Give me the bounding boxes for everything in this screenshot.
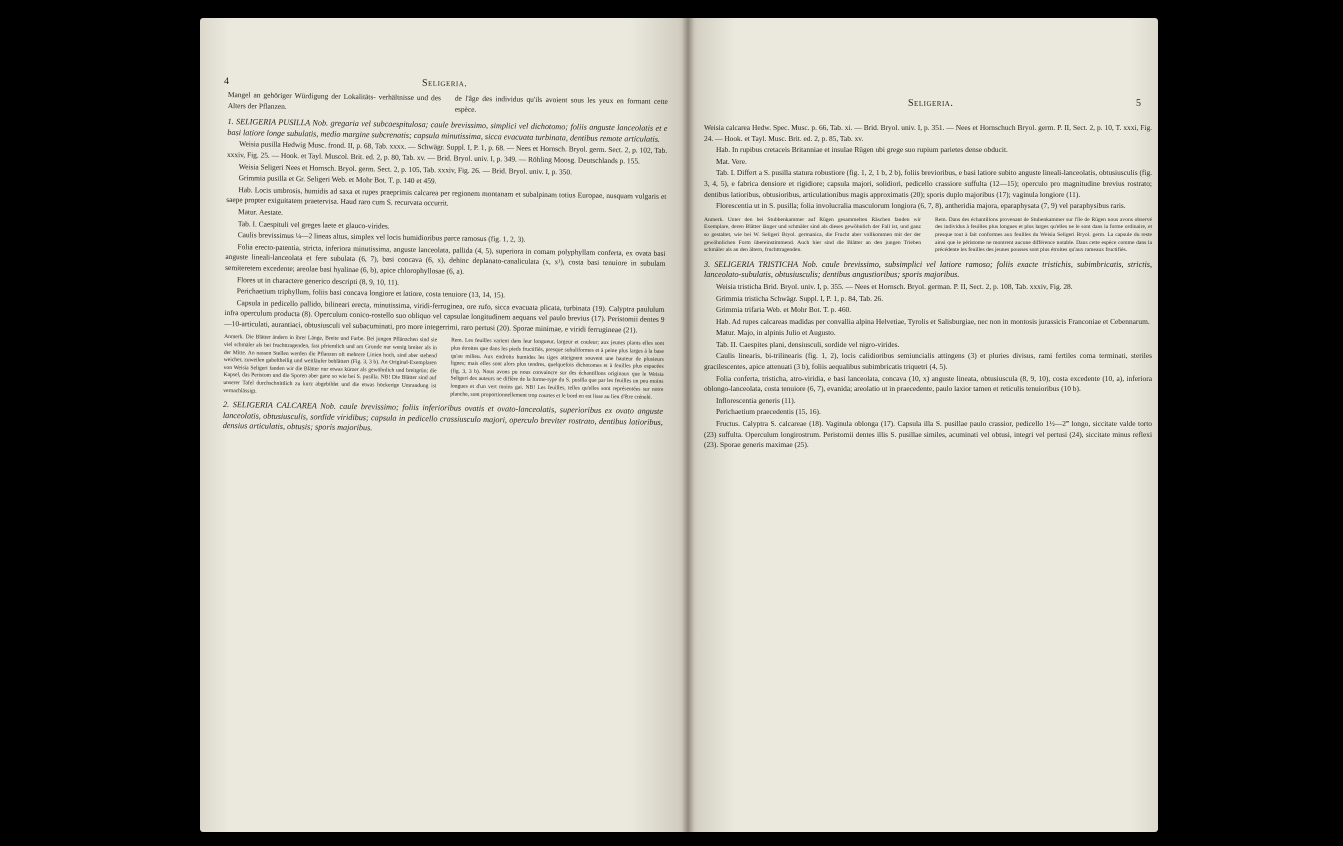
maturity-line: Matur. Majo, in alpinis Julio et Augusto. <box>716 328 836 338</box>
synonym: Grimmia tristicha Schwägr. Suppl. I, P. 1, p. 84, Tab. 26. <box>716 293 884 303</box>
habitat-paragraph: Hab. Locis umbrosis, humidis ad saxa et rupes praeprimis calcarea per regionem montanam et subalpinam totius Europae, nusquam vulgaris et saepe propter exiguitatem praetervisa. Haud raro cum S. recurvata occurrit. <box>226 184 667 208</box>
remarks-columns <box>704 217 1152 255</box>
plate-reference: Tab. I. Differt a S. pusilla statura robustiore (fig. 1, 2, 1 b, 2 b), foliis brevioribus, e basi latiore subito anguste lineali-lanceolatis, obtusiusculis (fig. 3, 4, 5), e fabrica densiore et rigidiore; capsula majori, solidiori, pedicello crassiore suffulta (12—15); operculo pro magnitudine brevius rostrato; dentibus latioribus, obtusioribus, articulationibus magis approximatis (20); sporis duplo majoribus (17); vaginula longiore (11). <box>704 168 1152 199</box>
book-gutter <box>682 18 694 832</box>
right-page <box>688 18 1158 832</box>
intro-french: de l'âge des individus qu'ils avoient sous les yeux en formant cette espèce. <box>454 93 668 114</box>
intro-german: Mangel an gehöriger Würdigung der Lokalitäts- verhältnisse und des Alters der Pflanzen. <box>227 90 441 111</box>
synonym: Weisia Seligeri Nees et Hornsch. Bryol. germ. Sect. 2, p. 105, Tab. xxxiv, Fig. 26. — Brid. Bryol. univ. I, p. 350. <box>238 161 573 176</box>
remark-german: Anmerk. Die Blätter ändern in ihrer Länge, Breite und Farbe. Bei jungen Pflänzchen sind sie viel schmäler als bei fruchttragenden, fast pfriemlich und am Grunde nur wenig breiter als in der Mitte. An nassen Stellen werden die Pflanzen oft mehrere Linien hoch, sind aber stehend weicher, zuweilen gabeltheilig und weitläufer beblättert (Fig. 3, 3 b). An Original-Exemplaren von Weisia Seligeri fanden wir die Blätter nur etwas kürzer als gewöhnlich und breitgrün; die Kapsel, das Peristom und die Sporen aber ganz so wie bei S. pusilla. NB! Die Blätter sind auf unserer Tafel durchschnittlich zu kurz abgebildet und die etwas höckerige Umrandung ist vernachlässigt. <box>223 334 438 395</box>
species-heading-calcarea: 2. SELIGERIA CALCAREA Nob. caule brevissimo; foliis inferioribus ovatis et ovato-lanceolatis, superioribus ex ovato anguste lanceolatis, obtusiusculis, sordide viridibus; capsula in pedicello crassiusculo majori, operculo breviter rostrato, dentibus latioribus, densius articulatis, obtusis; sporis majoribus. <box>222 400 664 433</box>
description-perichaetium: Perichaetium praecedentis (15, 16). <box>716 407 821 417</box>
description-folia: Folia conferta, tristicha, atro-viridia, e basi lanceolata, concava (10, x) anguste lineata, obtusiuscula (8, 9, 10), costa excedente (10, a), inferiora oblongo-lanceolata, costa tenuiore (6, 7), evanida; areolatio ut in praecedente, paulo laxior tamen et reticulis tenuioribus (10 b). <box>704 373 1152 394</box>
description-fructus: Fructus. Calyptra S. calcareae (18). Vaginula oblonga (17). Capsula illa S. pusillae paulo crassior, pedicello 1½—2‴ longo, siccitate valde torto (23) suffulta. Operculum longirostrum. Peristomii dentes illis S. pusillae similes, acuminati vel obtusi, integri vel pertusi (24), siccitate minus reflexi (23). Sporae generis maximae (25). <box>704 419 1152 450</box>
synonym: Weisia calcarea Hedw. Spec. Musc. p. 66, Tab. xi. — Brid. Bryol. univ. I, p. 351. — Nees et Hornschuch Bryol. germ. P. II, Sect. 2, p. 10, T. xxxi, Fig. 24. — Hook. et Tayl. Musc. Brit. ed. 2, p. 85, Tab. xv. <box>704 123 1152 143</box>
page-number: 4 <box>223 75 230 88</box>
remark-french: Rem. Les feuilles varient dans leur longueur, largeur et couleur; aux jeunes plants elles sont plus étroites que dans les pieds fructifiés, presque subuliformes et à peine plus larges à la base qu'au milieu. Aux endroits humides les tiges atteignent souvent une hauteur de plusieurs lignes; mais elles sont alors plus tendres, quelquefois dichotomes et à feuilles plus espacées (fig. 3, 3 b). Nous avons pu nous convaincre sur des échantillons originaux que le Weisia Seligeri des auteurs ne diffère de la forme-type du S. pusilla que par les feuilles un peu moins longues et d'un vert moins gai. NB! Les feuilles, telles qu'elles sont représentées sur notre planche, sont proportionnellement trop courtes et le bord en est lisse au lieu d'être crénelé. <box>450 338 665 401</box>
description-caulis: Caulis linearis, bi-trilinearis (fig. 1, 2), locis calidioribus semiuncialis attingens (3) et pluries divisus, rami fertiles coma terminati, steriles gracilescentes, apice attenuati (3 b), foliis aequalibus subimbricatis triquetri (4, 5). <box>704 351 1152 372</box>
remark-german: Anmerk. Unter den bei Stubbenkammer auf Rügen gesammelten Räschen fanden wir Exemplare, deren Blätter länger und schmäler sind als dieses gewöhnlich der Fall ist, und ganz so gestaltet, wie bei W. Seligeri Bryol. germanica, die Frucht aber vollkommen mit der der gewöhnlichen Form übereinstimmend. Auch hier sind die Blätter an den jungen Trieben schmäler als an den ältern, fruchttragenden. <box>704 216 921 254</box>
synonym: Grimmia trifaria Web. et Mohr Bot. T. p. 460. <box>716 305 852 315</box>
synonym: Grimmia pusilla et Gr. Seligeri Web. et Mohr Bot. T. p. 140 et 459. <box>238 173 437 186</box>
maturity-line: Mat. Vere. <box>716 156 747 166</box>
description-folia: Folia erecto-patentia, stricta, inferiora minutissima, anguste lanceolata, pallida (4, 5), superiora in comam polyphyllam conferta, ex ovata basi anguste lineali-lanceolata et fere subulata (6, 7), basi concava (6, x), dehinc deplanato-canaliculata (x, x¹), costa basi tenuiore in subulam semiteretem excedente; areolae basi hyalinae (6, b), apice chlorophyllosae (6, a). <box>225 241 666 276</box>
species-heading-tristicha: 3. SELIGERIA TRISTICHA Nob. caule brevissimo, subsimplici vel latiore ramoso; foliis exacte tristichis, subimbricatis, strictis, lanceolato-subulatis, obtusiusculis; dentibus angustioribus; sporis majoribus. <box>704 259 1152 280</box>
synonym: Weisia pusilla Hedwig Musc. frond. II, p. 68, Tab. xxxx. — Schwägr. Suppl. I, P. 1, p. 68. — Nees et Hornsch. Bryol. germ. Sect. 2, p. 102, Tab. xxxiv, Fig. 25. — Hook. et Tayl. Muscol. Brit. ed. 2, p. 80, Tab. xv. — Brid. Bryol. univ. I, p. 349. — Röhling Moosg. Deutschlands p. 155. <box>226 139 668 166</box>
maturity-line: Matur. Aestate. <box>238 207 284 217</box>
left-page-text <box>223 90 668 440</box>
description-capsula: Capsula in pedicello pallido, bilineari erecta, minutissima, viridi-ferruginea, ore rufo, sicca evacuata plicata, turbinata (19). Calyptra paululum infra operculum producta (8). Operculum conico-rostello suo obliquo vel capsulae longitudinem aequans vel paulo brevius (17). Peristomii dentes 9—10-articulati, aurantiaci, obtusiusculi vel subacuminati, pro more integerrimi, raro pertusi (20). Sporae minimae, e viridi ferrugineae (21). <box>224 297 665 335</box>
left-page <box>200 18 688 832</box>
description-flores: Flores ut in charactere generico descripti (8, 9, 10, 11). <box>236 274 400 287</box>
book-spread <box>200 18 1158 832</box>
running-head: Seligeria. <box>908 98 954 109</box>
plate-reference: Tab. I. Caespituli vel greges laete et glauco-virides. <box>237 218 390 231</box>
species-heading-pusilla: 1. SELIGERIA PUSILLA Nob. gregaria vel subcaespitulosa; caule brevissimo, simplici vel dichotomo; foliis anguste lanceolatis et e basi latiore longe subulatis, medio margine subcrenatis; capsula minutissima, sicca evacuata turbinata, dentibus remote articulatis. <box>227 117 668 144</box>
description-perichaetium: Perichaetium triphyllum, foliis basi concava longiore et latiore, costa tenuiore (13, 14, 15). <box>236 286 506 300</box>
description-caulis: Caulis brevissimus ¼—2 lineas altus, simplex vel locis humidioribus parce ramosus (fig. 1, 2, 3). <box>237 230 526 244</box>
remark-french: Rem. Dans des échantillons provenant de Stubenkammer sur l'île de Rügen nous avons observé des individus à feuilles plus longues et plus larges qu'elles ne le sont dans la forme ordinaire, et presque tout à fait conformes aux feuilles du Weisia Seligeri Bryol. germ. La capsule du reste ainsi que le péristome ne montrent aucune différence notable. Dans cette espèce comme dans la précédente les feuilles des jeunes pousses sont plus étroites qu'aux rameaux fructifiés. <box>935 216 1152 254</box>
plate-reference: Tab. II. Caespites plani, densiusculi, sordide vel nigro-virides. <box>716 339 900 349</box>
synonym: Weisia tristicha Brid. Bryol. univ. I, p. 355. — Nees et Hornsch. Bryol. german. P. II, Sect. 2, p. 108, Tab. xxxiv, Fig. 28. <box>716 281 1073 291</box>
description-florescentia: Florescentia ut in S. pusilla; folia involucralia masculorum longiora (6, 7, 8), antheridia majora, eparaphysata (7, 9) vel paraphysibus raris. <box>716 201 1126 211</box>
right-page-text <box>704 123 1152 452</box>
habitat-paragraph: Hab. Ad rupes calcareas madidas per convallia alpina Helvetiae, Tyrolis et Salisburgiae, nec non in montosis jurassicis Franconiae et Cebennarum. <box>716 316 1150 326</box>
page-number: 5 <box>1136 98 1142 109</box>
remarks-columns <box>223 334 664 402</box>
running-head: Seligeria. <box>421 77 468 90</box>
habitat-paragraph: Hab. In rupibus cretaceis Britanniae et insulae Rügen ubi grege suo rupium parietes dense obducit. <box>716 145 1008 155</box>
description-inflorescentia: Inflorescentia generis (11). <box>716 395 796 405</box>
